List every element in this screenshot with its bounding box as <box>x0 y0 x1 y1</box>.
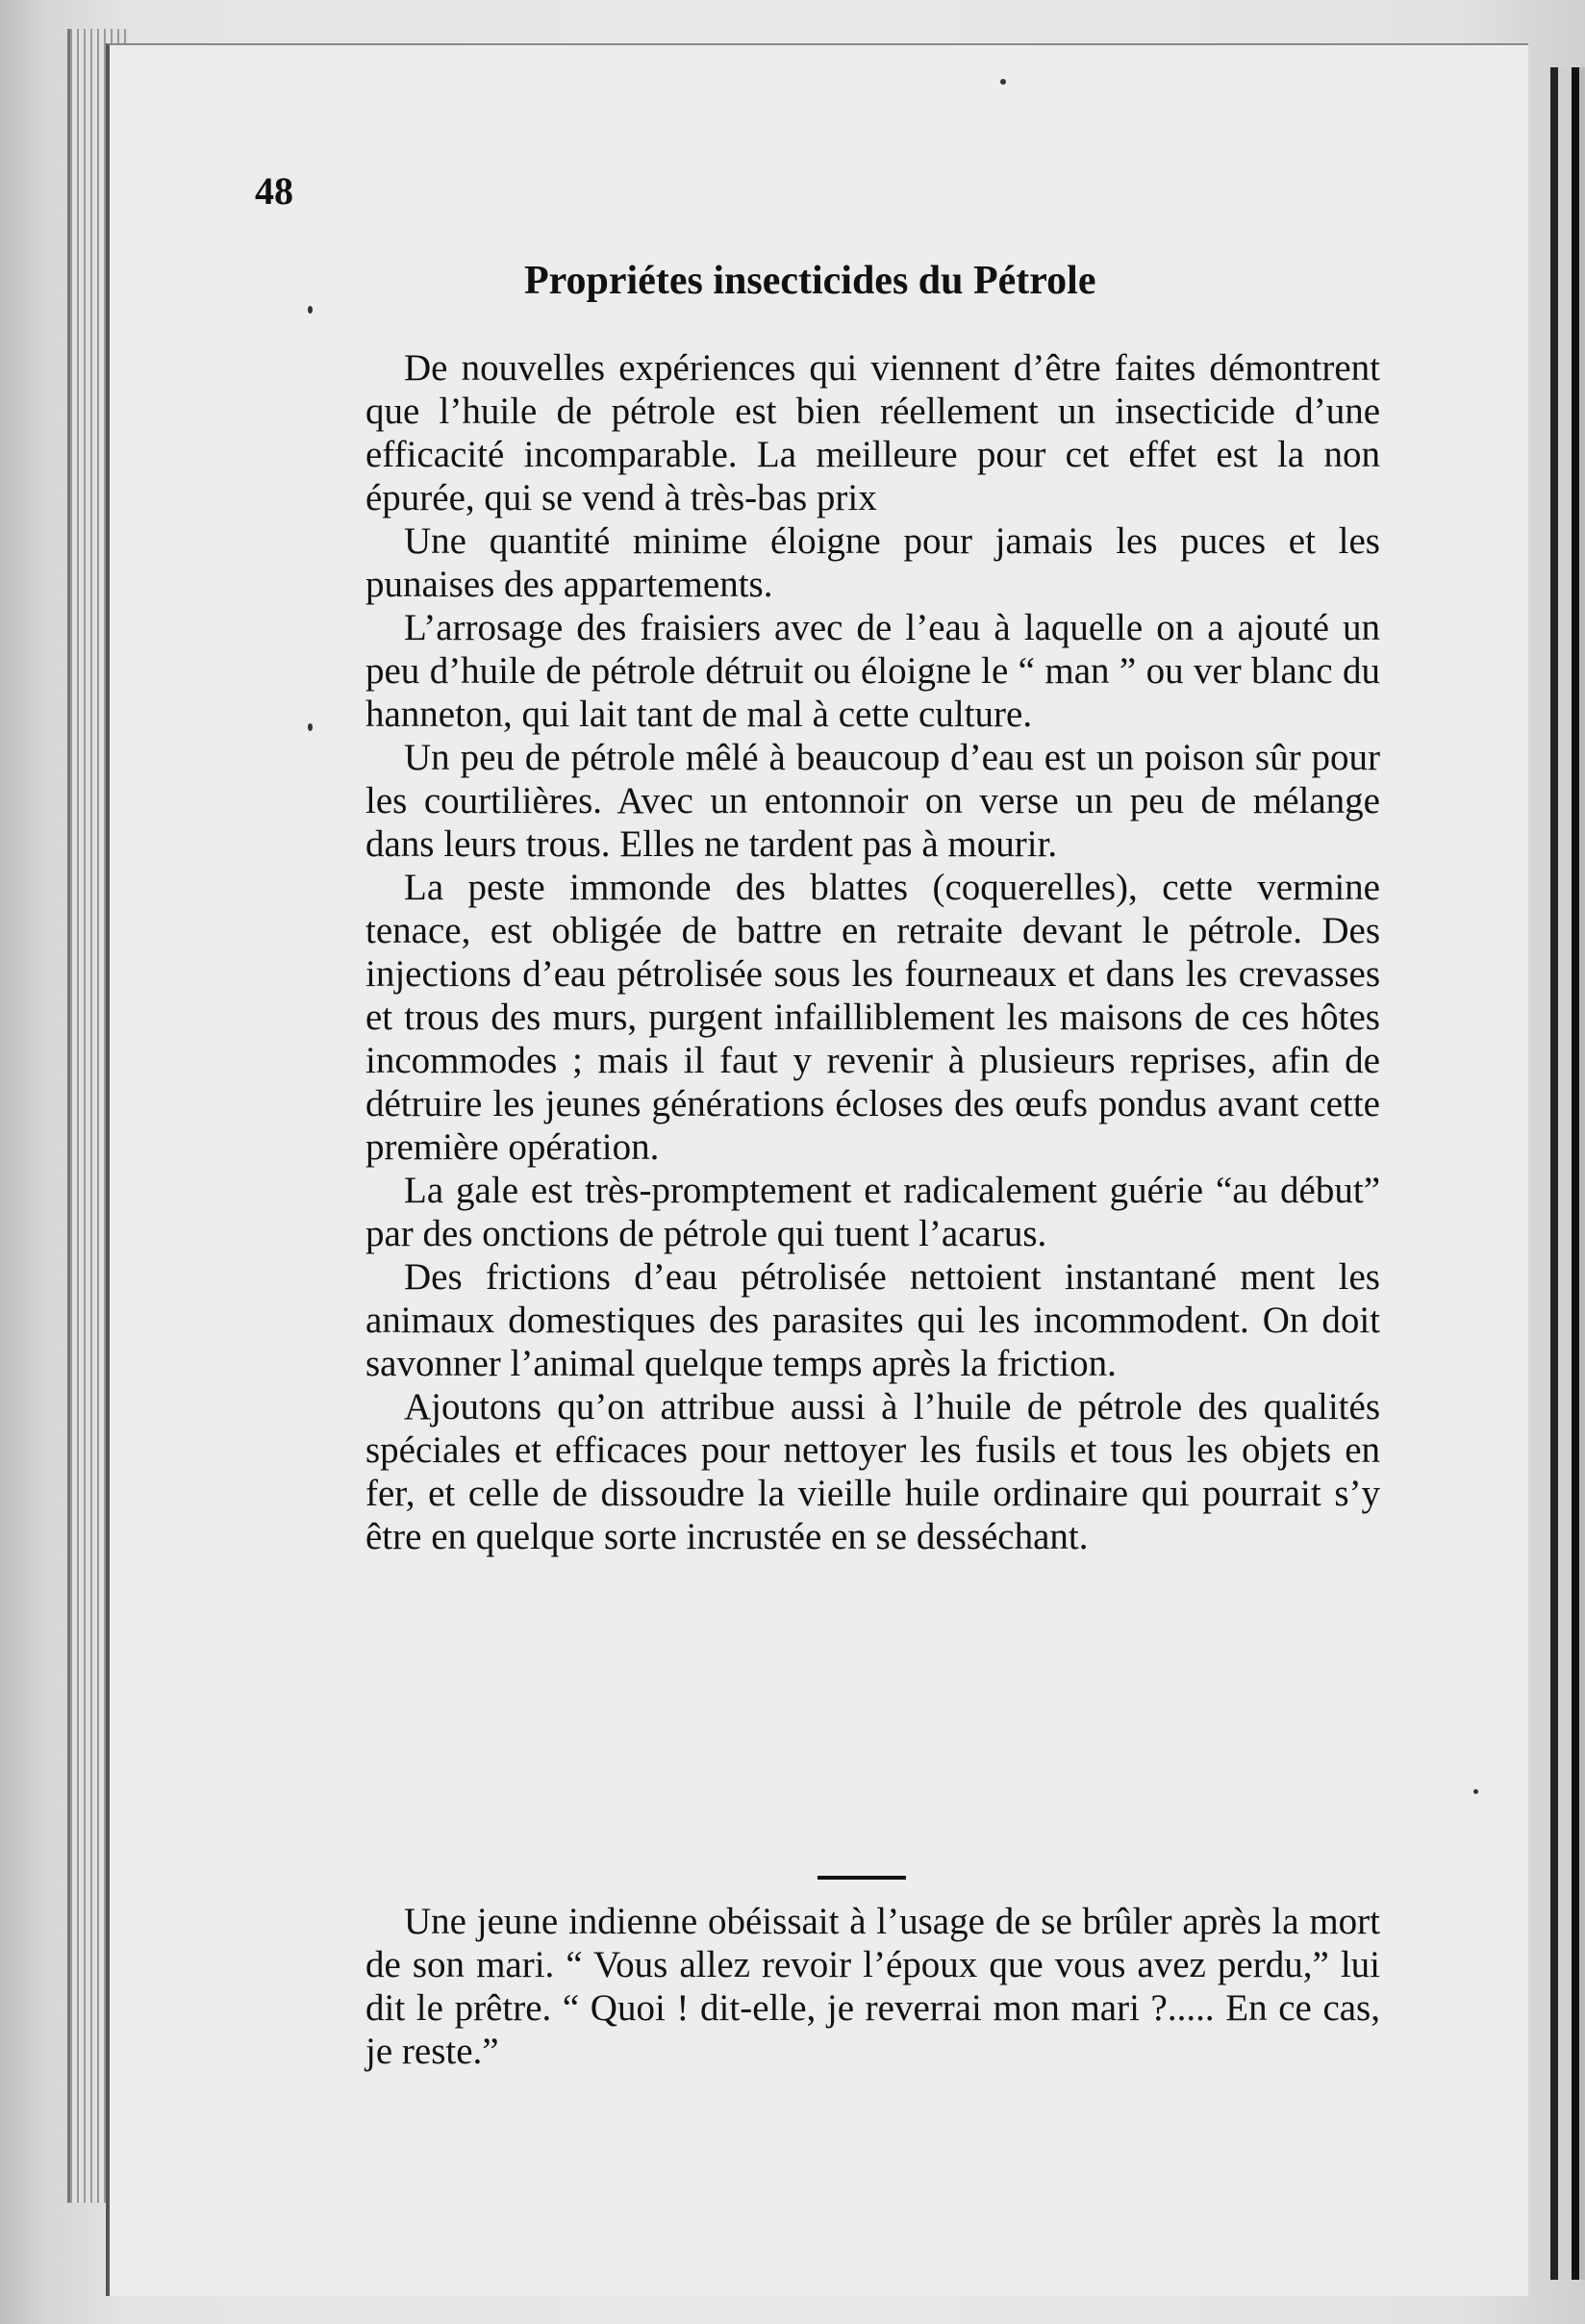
scan-speck <box>308 723 313 731</box>
anecdote-paragraph: Une jeune indienne obéissait à l’usage de se brûler après la mort de son mari. “ Vous allez revoir l’époux que vous avez perdu,” lui dit le prêtre. “ Quoi ! dit-elle, je reverrai mon mari ?..... En ce cas, je reste.” <box>365 1901 1380 2072</box>
paragraph: Un peu de pétrole mêlé à beaucoup d’eau est un poison sûr pour les courtilières. Avec un entonnoir on verse un peu de mélange dans leurs trous. Elles ne tardent pas à mourir. <box>365 737 1380 865</box>
scan-speck <box>308 306 313 314</box>
anecdote-block <box>365 1900 1380 2073</box>
paragraph: Une quantité minime éloigne pour jamais les puces et les punaises des appartements. <box>365 520 1380 605</box>
paragraph: Des frictions d’eau pétrolisée nettoient instantané ment les animaux domestiques des parasites qui les incommodent. On doit savonner l’animal quelque temps après la friction. <box>365 1256 1380 1384</box>
scan-speck <box>1473 1789 1478 1794</box>
paragraph: La gale est très-promptement et radicalement guérie “au début” par des onctions de pétrole qui tuent l’acarus. <box>365 1170 1380 1254</box>
section-title: Propriétes insecticides du Pétrole <box>524 259 1096 303</box>
paragraph: L’arrosage des fraisiers avec de l’eau à laquelle on a ajouté un peu d’huile de pétrole détruit ou éloigne le “ man ” ou ver blanc du hanneton, qui lait tant de mal à cette culture. <box>365 607 1380 735</box>
scan-speck <box>1000 79 1006 85</box>
paragraph: Ajoutons qu’on attribue aussi à l’huile de pétrole des qualités spéciales et efficaces pour nettoyer les fusils et tous les objets en fer, et celle de dissoudre la vieille huile ordinaire qui pourrait s’y être en quelque sorte incrustée en se desséchant. <box>365 1386 1380 1557</box>
paragraph: De nouvelles expériences qui viennent d’être faites démontrent que l’huile de pétrole est bien réellement un insecticide d’une efficacité incomparable. La meilleure pour cet effet est la non épurée, qui se vend à très-bas prix <box>365 347 1380 518</box>
body-text <box>365 346 1380 1558</box>
facing-page-edge <box>1550 67 1585 2280</box>
section-divider <box>818 1876 906 1880</box>
paragraph: La peste immonde des blattes (coquerelles), cette vermine tenace, est obligée de battre en retraite devant le pétrole. Des injections d’eau pétrolisée sous les fourneaux et dans les crevasses et trous des murs, purgent infailliblement les maisons de ces hôtes incommodes ; mais il faut y revenir à plusieurs reprises, afin de détruire les jeunes générations écloses des œufs pondus avant cette première opération. <box>365 867 1380 1168</box>
page-number: 48 <box>255 169 293 213</box>
